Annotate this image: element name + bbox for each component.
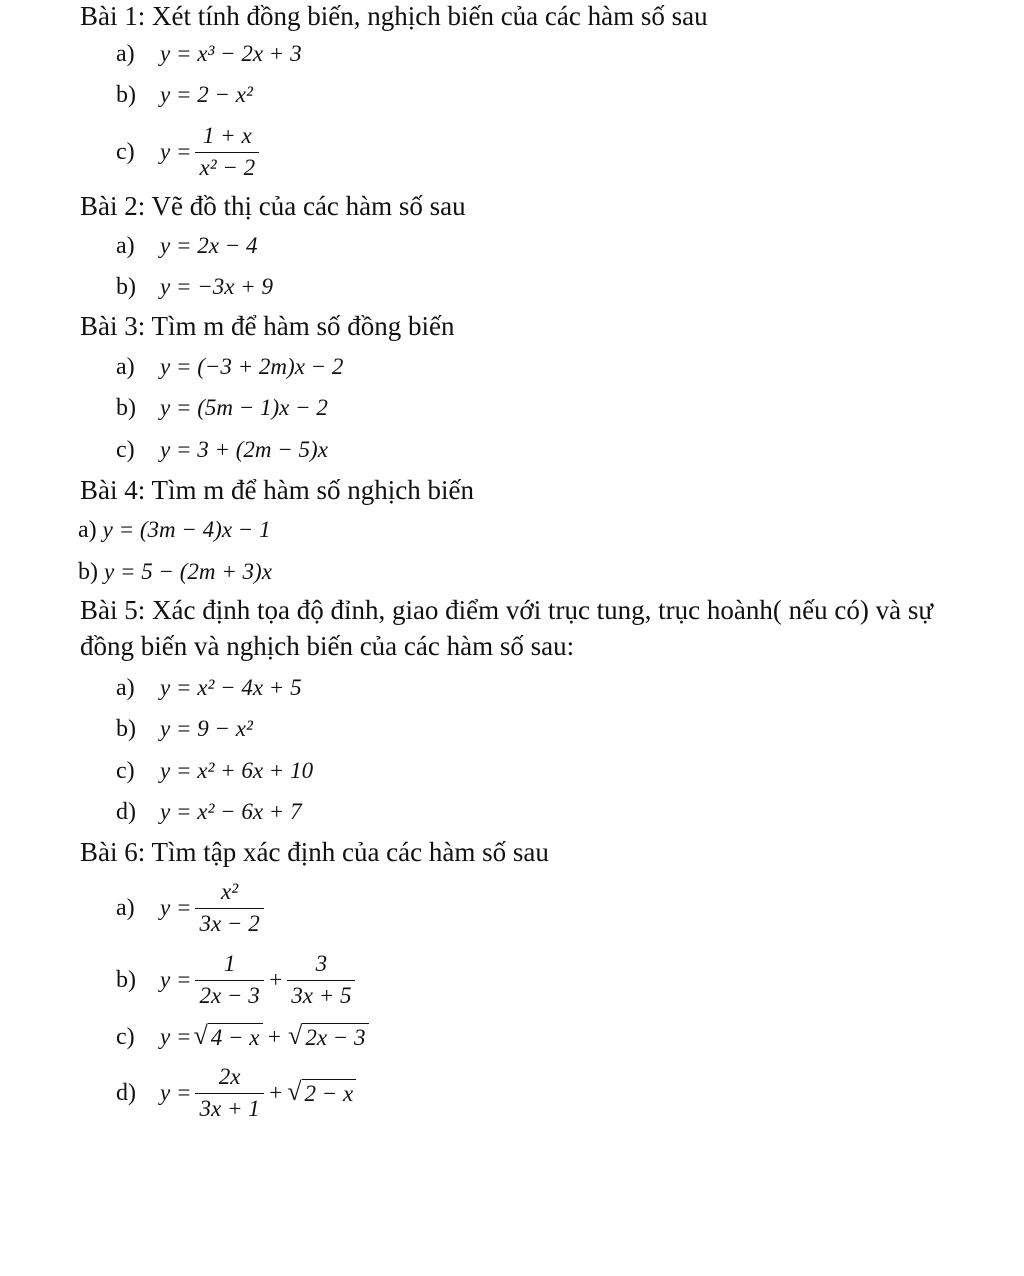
fraction: $\frac{1}{2x - 3}$: [195, 951, 263, 1009]
fraction: $\frac{3}{3x + 5}$: [287, 951, 355, 1009]
fraction: $\frac{1 + x}{\text{x² − 2}}$: [195, 123, 259, 181]
exercise-2-title: Bài 2: Vẽ đồ thị của các hàm số sau: [80, 191, 466, 221]
square-root: √ 4 − x: [193, 1023, 262, 1052]
exercise-3-item-a: a) y = (−3 + 2m)x − 2: [116, 353, 344, 380]
exercise-6-item-b: b) y = $\frac{1}{2x - 3}$ + $\frac{3}{3x + 5}$: [116, 950, 359, 1010]
exercise-5-title-line2: đồng biến và nghịch biến của các hàm số sau:: [80, 631, 575, 661]
exercise-5-item-c: c) y = x² + 6x + 10: [116, 757, 314, 784]
exercise-6-title: Bài 6: Tìm tập xác định của các hàm số sau: [80, 837, 549, 867]
exercise-1-item-b: b) y = 2 − x²: [116, 81, 253, 108]
exercise-3-title: Bài 3: Tìm m để hàm số đồng biến: [80, 311, 455, 341]
exercise-6-item-c: c) y = √ 4 − x + √ 2x − 3: [116, 1017, 369, 1057]
fraction: $\frac{2x}{3x + 1}$: [195, 1064, 263, 1122]
radical-sign: √: [287, 1076, 302, 1106]
exercise-4-title: Bài 4: Tìm m để hàm số nghịch biến: [80, 475, 474, 505]
exercise-6-item-a: a) y = $\frac{\text{x²}}{3x - 2}$: [116, 876, 268, 940]
exercise-3-item-c: c) y = 3 + (2m − 5)x: [116, 436, 328, 463]
exercise-2-item-b: b) y = −3x + 9: [116, 273, 273, 300]
radical-sign: √: [288, 1020, 303, 1050]
exercise-5-item-b: b) y = 9 − x²: [116, 715, 253, 742]
exercise-4-item-b: b) y = 5 − (2m + 3)x: [78, 558, 272, 585]
exercise-2-item-a: a) y = 2x − 4: [116, 232, 258, 259]
exercise-5-item-d: d) y = x² − 6x + 7: [116, 798, 302, 825]
exercise-1-title: Bài 1: Xét tính đồng biến, nghịch biến của các hàm số sau: [80, 1, 708, 31]
square-root: √ 2x − 3: [288, 1023, 369, 1052]
exercise-3-item-b: b) y = (5m − 1)x − 2: [116, 394, 328, 421]
exercise-1-item-a: a) y = x³ − 2x + 3: [116, 40, 302, 67]
exercise-5-title: Bài 5: Xác định tọa độ đỉnh, giao điểm với trục tung, trục hoành( nếu có) và sự: [80, 595, 933, 625]
fraction: $\frac{\text{x²}}{3x - 2}$: [195, 879, 263, 937]
radical-sign: √: [193, 1020, 208, 1050]
exercise-6-item-d: d) y = $\frac{2x}{3x + 1}$ + √ 2 − x: [116, 1062, 356, 1124]
exercise-4-item-a: a) y = (3m − 4)x − 1: [78, 516, 271, 543]
exercise-1-item-c: c) y = $\frac{1 + x}{\text{x² − 2}}$: [116, 124, 263, 180]
square-root: √ 2 − x: [287, 1079, 356, 1108]
exercise-5-item-a: a) y = x² − 4x + 5: [116, 674, 302, 701]
